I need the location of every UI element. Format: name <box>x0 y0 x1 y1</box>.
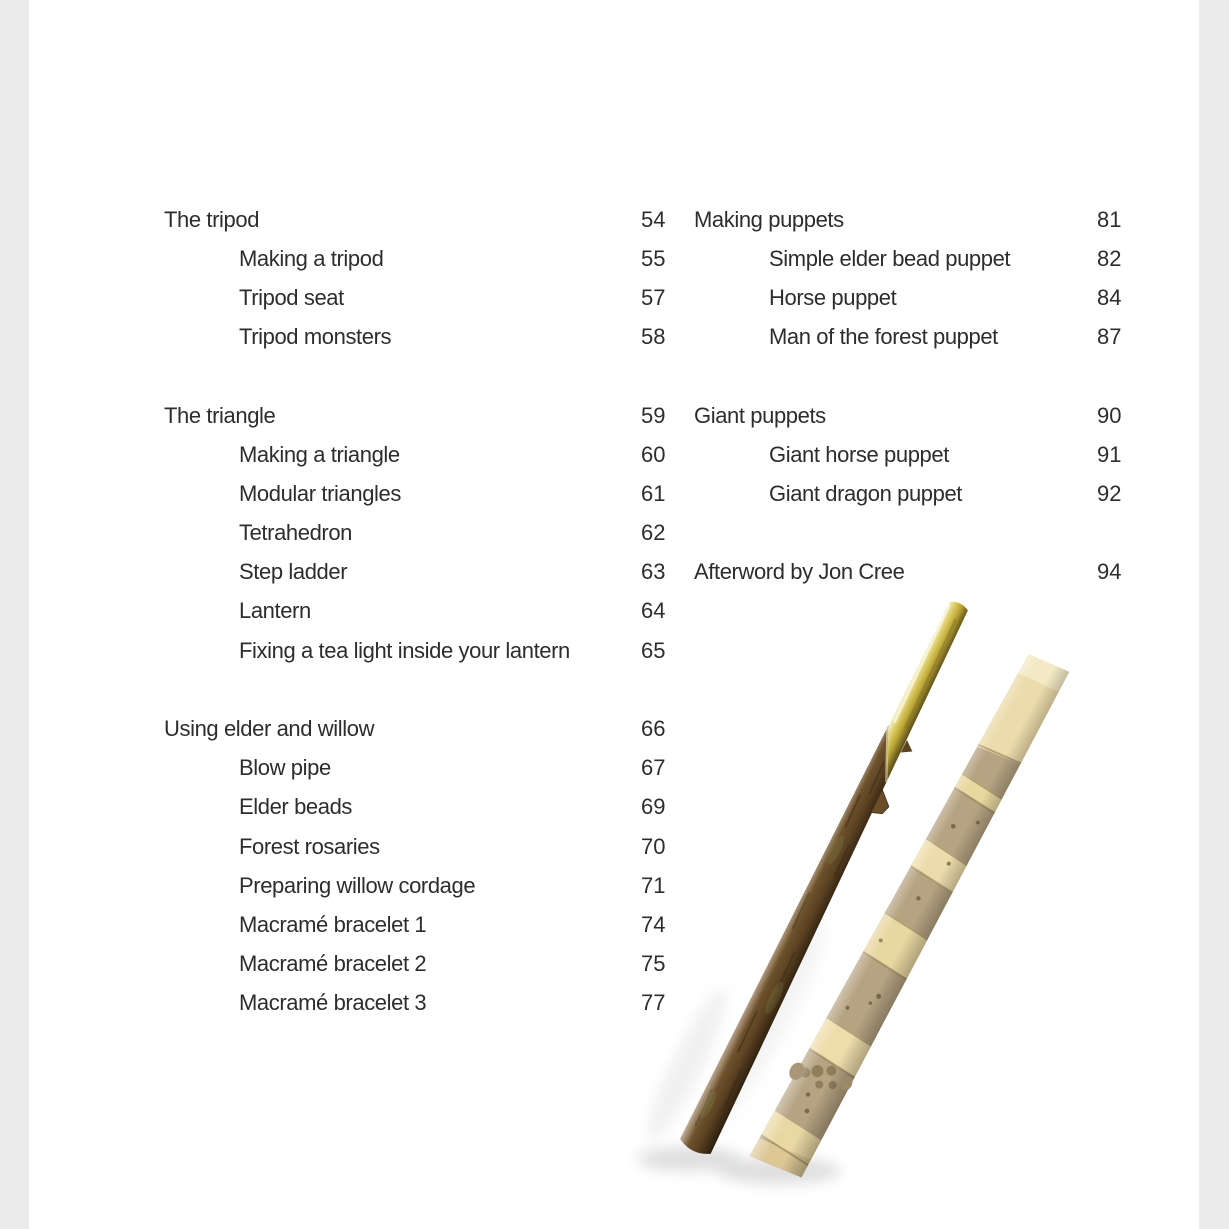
toc-entry-page: 57 <box>641 284 666 310</box>
toc-section-spacer <box>694 357 1124 396</box>
toc-entry <box>164 592 669 631</box>
toc-entry <box>164 318 669 357</box>
toc-entry-page: 58 <box>641 324 666 350</box>
toc-entry <box>164 278 669 317</box>
toc-entry-page: 61 <box>641 480 666 506</box>
toc-entry-label: Lantern <box>239 598 311 624</box>
toc-entry-label: Simple elder bead puppet <box>769 245 1011 271</box>
toc-section-header <box>694 396 1124 435</box>
page-edge-right <box>1199 0 1229 1229</box>
toc-column-left <box>164 200 669 1023</box>
toc-entry-label: Preparing willow cordage <box>239 872 476 898</box>
toc-entry-page: 55 <box>641 245 666 271</box>
toc-section-header <box>164 200 669 239</box>
toc-entry-page: 71 <box>641 872 666 898</box>
toc-entry <box>164 905 669 944</box>
toc-entry <box>694 435 1124 474</box>
toc-entry-page: 62 <box>641 520 666 546</box>
toc-entry-page: 69 <box>641 794 666 820</box>
toc-entry-page: 66 <box>641 716 666 742</box>
toc-entry-label: Blow pipe <box>239 755 331 781</box>
toc-entry-label: Giant puppets <box>694 402 826 428</box>
toc-entry <box>164 945 669 984</box>
toc-entry-label: Forest rosaries <box>239 833 380 859</box>
toc-entry-label: Tripod seat <box>239 284 344 310</box>
toc-entry-page: 64 <box>641 598 666 624</box>
toc-entry <box>694 318 1124 357</box>
toc-entry-label: Man of the forest puppet <box>769 324 998 350</box>
toc-entry-page: 90 <box>1097 402 1122 428</box>
toc-section-header <box>164 396 669 435</box>
sticks-illustration <box>629 555 1149 1215</box>
toc-entry-label: Using elder and willow <box>164 716 375 742</box>
toc-entry <box>164 239 669 278</box>
toc-entry-page: 81 <box>1097 206 1122 232</box>
toc-entry <box>694 278 1124 317</box>
toc-entry-page: 63 <box>641 559 666 585</box>
toc-entry-label: Tetrahedron <box>239 520 353 546</box>
toc-entry-page: 77 <box>641 990 666 1016</box>
toc-entry-label: Making a tripod <box>239 245 384 271</box>
toc-entry <box>164 788 669 827</box>
toc-entry-page: 67 <box>641 755 666 781</box>
toc-entry-page: 82 <box>1097 245 1122 271</box>
toc-entry-page: 60 <box>641 441 666 467</box>
toc-entry-page: 75 <box>641 951 666 977</box>
toc-entry-label: Macramé bracelet 2 <box>239 951 427 977</box>
book-page <box>29 0 1199 1229</box>
toc-entry-page: 92 <box>1097 480 1122 506</box>
toc-entry <box>164 435 669 474</box>
toc-entry-label: Giant dragon puppet <box>769 480 962 506</box>
toc-entry-page: 59 <box>641 402 666 428</box>
toc-entry-label: Modular triangles <box>239 480 401 506</box>
toc-entry <box>164 827 669 866</box>
toc-entry-label: Macramé bracelet 1 <box>239 911 427 937</box>
toc-entry <box>164 749 669 788</box>
toc-entry <box>164 474 669 513</box>
toc-section-spacer <box>164 357 669 396</box>
toc-entry-page: 74 <box>641 911 666 937</box>
toc-entry-label: Giant horse puppet <box>769 441 949 467</box>
toc-section-spacer <box>164 670 669 709</box>
toc-entry-page: 54 <box>641 206 666 232</box>
toc-entry-page: 65 <box>641 637 666 663</box>
toc-entry-label: Afterword by Jon Cree <box>694 559 905 585</box>
toc-entry-label: Horse puppet <box>769 284 897 310</box>
toc-entry-label: The triangle <box>164 402 276 428</box>
toc-entry-label: Elder beads <box>239 794 353 820</box>
toc-section-header <box>694 200 1124 239</box>
toc-entry-label: The tripod <box>164 206 260 232</box>
toc-entry-label: Fixing a tea light inside your lantern <box>239 637 570 663</box>
toc-entry-page: 91 <box>1097 441 1122 467</box>
toc-entry-label: Step ladder <box>239 559 348 585</box>
photo-peeled-sticks <box>629 555 1149 1215</box>
toc-entry-label: Making puppets <box>694 206 844 232</box>
toc-entry-label: Making a triangle <box>239 441 400 467</box>
toc-entry-label: Tripod monsters <box>239 324 392 350</box>
toc-section-spacer <box>694 514 1124 553</box>
toc-entry <box>164 553 669 592</box>
page-edge-left <box>0 0 29 1229</box>
toc-entry-page: 70 <box>641 833 666 859</box>
toc-entry-page: 87 <box>1097 324 1122 350</box>
toc-entry <box>164 984 669 1023</box>
toc-entry-page: 84 <box>1097 284 1122 310</box>
toc-entry-label: Macramé bracelet 3 <box>239 990 427 1016</box>
toc-entry <box>164 514 669 553</box>
toc-section-header <box>164 709 669 748</box>
toc-column-right <box>694 200 1124 592</box>
toc-entry <box>694 239 1124 278</box>
toc-entry <box>694 474 1124 513</box>
toc-entry <box>164 866 669 905</box>
toc-entry <box>164 631 669 670</box>
toc-entry-page: 94 <box>1097 559 1122 585</box>
